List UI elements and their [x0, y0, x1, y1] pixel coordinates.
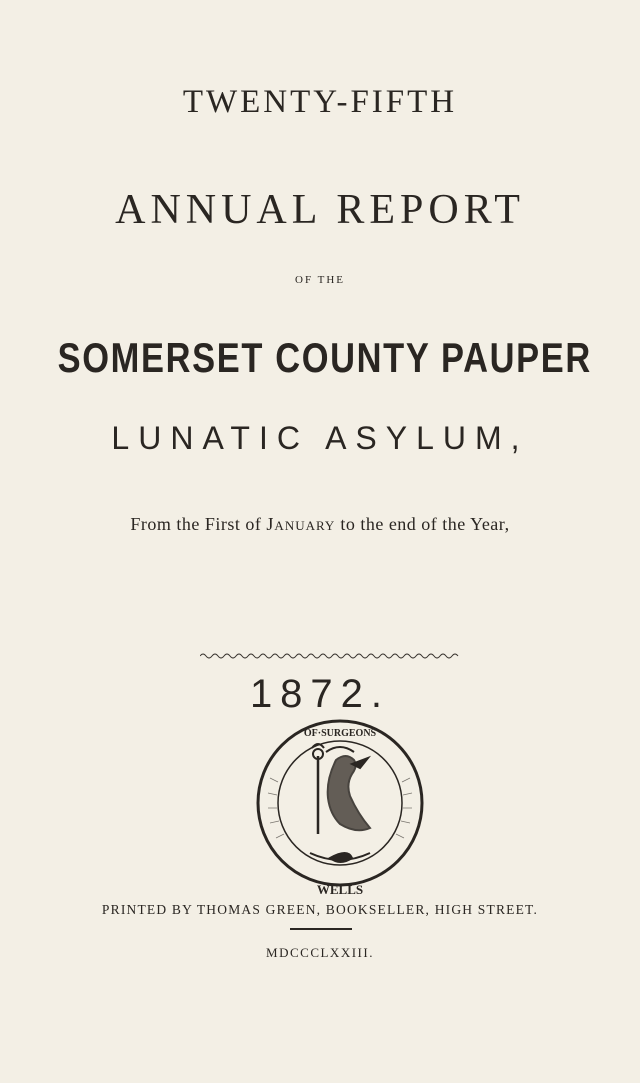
- period-suffix: to the end of the Year,: [335, 514, 510, 534]
- wavy-rule: [200, 650, 460, 662]
- report-period: [0, 514, 640, 535]
- title-of-the: OF THE: [295, 274, 345, 286]
- title-ordinal: TWENTY-FIFTH: [182, 84, 458, 120]
- svg-text:WELLS: WELLS: [316, 882, 364, 897]
- library-stamp: [240, 708, 440, 898]
- period-prefix: From the First of: [130, 514, 267, 534]
- publication-year: 1872.: [249, 672, 391, 716]
- title-asylum: LUNATIC ASYLUM,: [111, 420, 529, 456]
- title-institution: SOMERSET COUNTY PAUPER: [57, 334, 592, 381]
- title-annual-report: ANNUAL REPORT: [115, 187, 525, 233]
- printer-imprint: PRINTED BY THOMAS GREEN, BOOKSELLER, HIGH STREET.: [101, 902, 539, 917]
- roman-date: MDCCCLXXIII.: [266, 945, 374, 960]
- pelican-crest-icon: [310, 744, 370, 862]
- period-month: January: [266, 514, 336, 534]
- short-rule: [290, 928, 352, 930]
- svg-text:OF·SURGEONS: OF·SURGEONS: [303, 728, 377, 739]
